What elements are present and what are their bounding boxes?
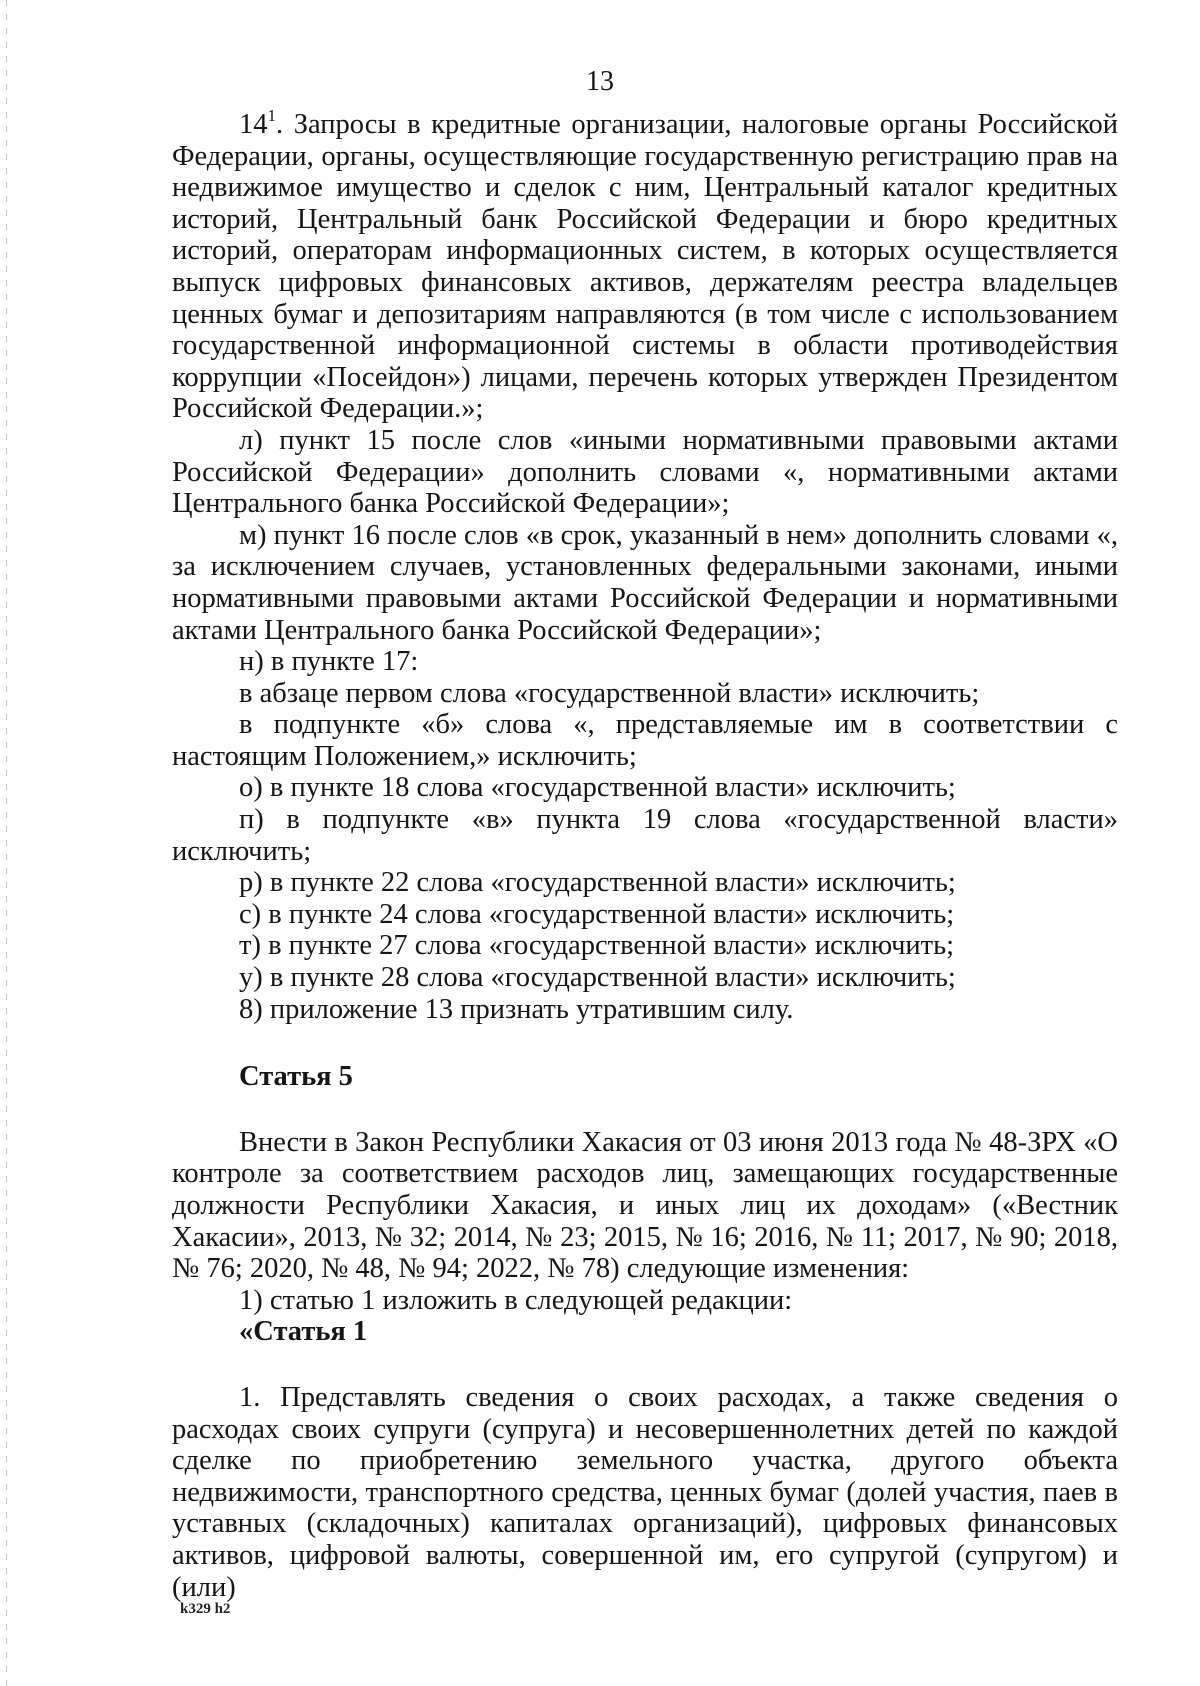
paragraph-p: п) в подпункте «в» пункта 19 слова «государственной власти» исключить; <box>172 804 1118 867</box>
page-number: 13 <box>586 66 614 97</box>
article-5-heading: Статья 5 <box>239 1061 353 1093</box>
paragraph-text: . Запросы в кредитные организации, налоговые органы Российской Федерации, органы, осуществляющие государственную регистрацию прав на недвижимое имущество и сделок с ним, Центральный каталог кредитных историй, Центральный банк Российской Федерации и бюро кредитных историй, операторам информационных систем, в которых осуществляется выпуск цифровых финансовых активов, держателям реестра владельцев ценных бумаг и депозитариям направляются (в том числе с использованием государственной информационной системы в области противодействия коррупции «Посейдон») лицами, перечень которых утвержден Президентом Российской Федерации.»; <box>172 109 1118 425</box>
paragraph-article-1-intro: 1) статью 1 изложить в следующей редакции: <box>239 1284 793 1316</box>
document-body <box>172 105 1118 1603</box>
paragraph-number: 14 <box>239 109 268 140</box>
paragraph-s: с) в пункте 24 слова «государственной власти» исключить; <box>239 898 955 930</box>
paragraph-first-abzac: в абзаце первом слова «государственной власти» исключить; <box>239 677 980 709</box>
footer-document-code: k329 h2 <box>180 1601 231 1617</box>
paragraph-article-1-point-1: 1. Представлять сведения о своих расходах, а также сведения о расходах своих супруги (супруга) и несовершеннолетних детей по каждой сделке по приобретению земельного участка, другого объекта недвижимости, транспортного средства, ценных бумаг (долей участия, паев в уставных (складочных) капиталах организаций), цифровых финансовых активов, цифровой валюты, совершенной им, его супругой (супругом) и (или) <box>172 1381 1118 1603</box>
paragraph-number-superscript: 1 <box>267 105 276 125</box>
scan-edge-mark <box>6 0 7 1686</box>
paragraph-n: н) в пункте 17: <box>239 646 419 678</box>
paragraph-u: у) в пункте 28 слова «государственной власти» исключить; <box>239 962 956 994</box>
paragraph-m: м) пункт 16 после слов «в срок, указанный в нем» дополнить словами «, за исключением случаев, установленных федеральными законами, иными нормативными правовыми актами Российской Федерации и нормативными актами Центрального банка Российской Федерации»; <box>172 519 1118 646</box>
paragraph-t: т) в пункте 27 слова «государственной власти» исключить; <box>239 930 955 962</box>
paragraph-r: р) в пункте 22 слова «государственной власти» исключить; <box>239 867 956 899</box>
article-1-heading: «Статья 1 <box>239 1316 368 1348</box>
paragraph-l: л) пункт 15 после слов «иными нормативными правовыми актами Российской Федерации» дополнить словами «, нормативными актами Центрального банка Российской Федерации»; <box>172 424 1118 520</box>
paragraph-14-1 <box>172 105 1118 425</box>
paragraph-subpoint-b: в подпункте «б» слова «, представляемые им в соответствии с настоящим Положением,» исключить; <box>172 709 1118 772</box>
paragraph-amend-law: Внести в Закон Республики Хакасия от 03 июня 2013 года № 48-ЗРХ «О контроле за соответствием расходов лиц, замещающих государственные должности Республики Хакасия, и иных лиц их доходам» («Вестник Хакасии», 2013, № 32; 2014, № 23; 2015, № 16; 2016, № 11; 2017, № 90; 2018, № 76; 2020, № 48, № 94; 2022, № 78) следующие изменения: <box>172 1126 1118 1285</box>
paragraph-8: 8) приложение 13 признать утратившим силу. <box>239 993 794 1025</box>
paragraph-o: о) в пункте 18 слова «государственной власти» исключить; <box>239 772 956 804</box>
